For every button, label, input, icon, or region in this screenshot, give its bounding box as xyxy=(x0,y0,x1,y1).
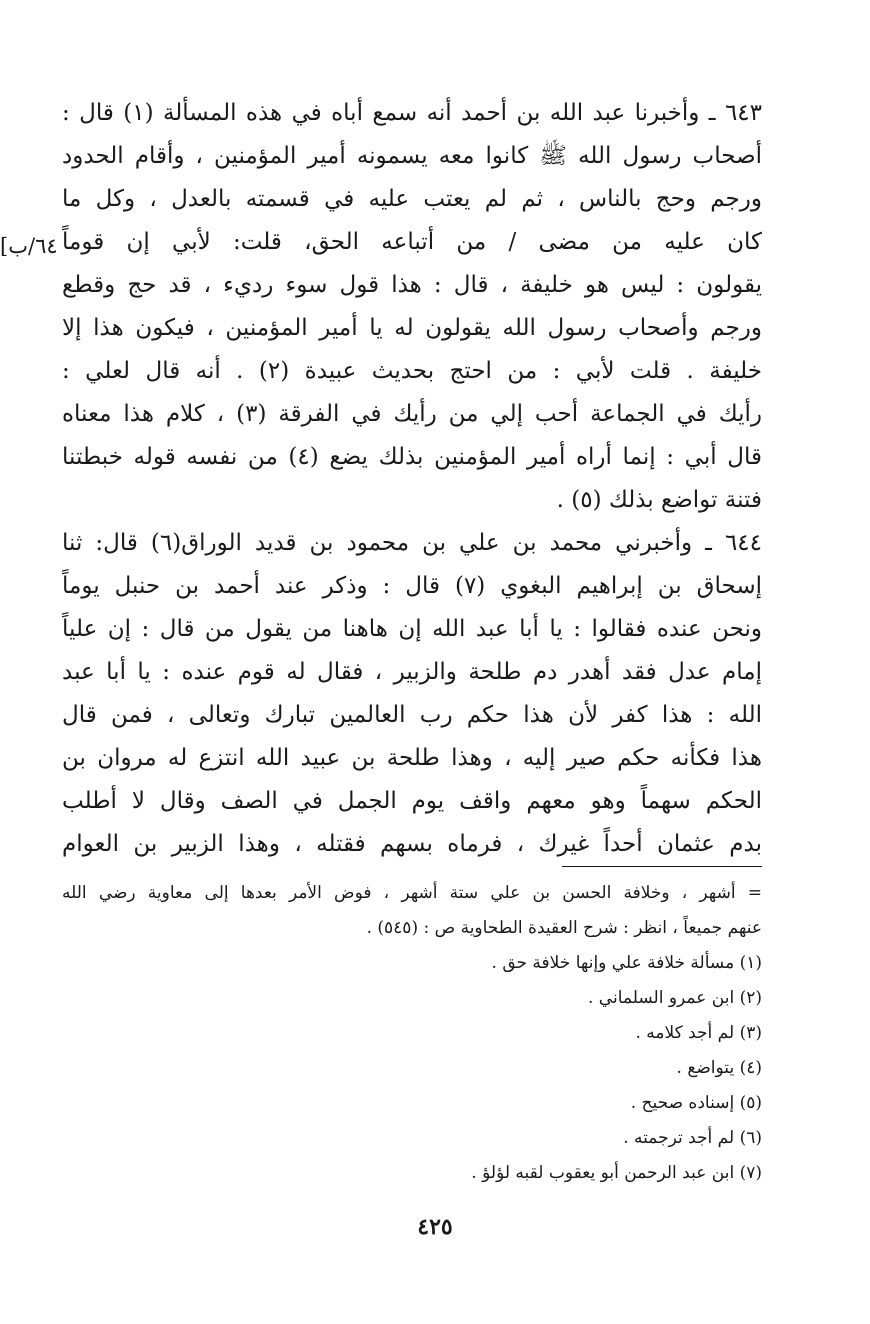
footnote-line: عنهم جميعاً ، انظر : شرح العقيدة الطحاوية ص : (٥٤٥) . xyxy=(366,918,762,938)
footnote-line: (٣) لم أجد كلامه . xyxy=(635,1023,762,1043)
text-line: يقولون : ليس هو خليفة ، قال : هذا قول سوء رديء ، قد حج وقطع xyxy=(62,272,762,298)
text-line: كان عليه من مضى / من أتباعه الحق، قلت: لأبي إن قوماً xyxy=(62,229,762,255)
text-line: ٦٤٤ ـ وأخبرني محمد بن علي بن محمود بن قديد الوراق(٦) قال: ثنا xyxy=(62,530,762,556)
main-text xyxy=(62,92,762,866)
text-line: قال أبي : إنما أراه أمير المؤمنين بذلك يضع (٤) من نفسه قوله خبطتنا xyxy=(62,444,762,470)
footnote-line: (٢) ابن عمرو السلماني . xyxy=(588,988,762,1008)
text-line: فتنة تواضع بذلك (٥) . xyxy=(556,487,762,513)
text-line: ونحن عنده فقالوا : يا أبا عبد الله إن هاهنا من يقول من قال : إن علياً xyxy=(62,616,762,642)
text-line: الحكم سهماً وهو معهم واقف يوم الجمل في الصف وقال لا أطلب xyxy=(62,788,762,814)
footnote-separator xyxy=(562,866,762,867)
footnote-line: (٤) يتواضع . xyxy=(676,1058,762,1078)
footnote-line: (٥) إسناده صحيح . xyxy=(630,1093,762,1113)
text-line: أصحاب رسول الله ﷺ كانوا معه يسمونه أمير المؤمنين ، وأقام الحدود xyxy=(62,143,762,169)
text-line: خليفة . قلت لأبي : من احتج بحديث عبيدة (٢) . أنه قال لعلي : xyxy=(62,358,762,384)
text-line: إسحاق بن إبراهيم البغوي (٧) قال : وذكر عند أحمد بن حنبل يوماً xyxy=(62,573,762,599)
footnote-line: (١) مسألة خلافة علي وإنها خلافة حق . xyxy=(491,953,762,973)
text-line: الله : هذا كفر لأن هذا حكم رب العالمين تبارك وتعالى ، فمن قال xyxy=(62,702,762,728)
text-line: ورجم وأصحاب رسول الله يقولون له يا أمير المؤمنين ، فيكون هذا إلا xyxy=(62,315,762,341)
text-line: هذا فكأنه حكم صير إليه ، وهذا طلحة بن عبيد الله انتزع له مروان بن xyxy=(62,745,762,771)
text-line: بدم عثمان أحداً غيرك ، فرماه بسهم فقتله ، وهذا الزبير بن العوام xyxy=(62,831,762,857)
text-line: إمام عدل فقد أهدر دم طلحة والزبير ، فقال له قوم عنده : يا أبا عبد xyxy=(62,659,762,685)
text-line: ورجم وحج بالناس ، ثم لم يعتب عليه في قسمته بالعدل ، وكل ما xyxy=(62,186,762,212)
footnote-line: = أشهر ، وخلافة الحسن بن علي ستة أشهر ، فوض الأمر بعدها إلى معاوية رضي الله xyxy=(62,883,762,903)
footnotes xyxy=(62,876,762,1191)
manuscript-folio-marker: [٦٤/ب xyxy=(0,234,58,258)
footnote-line: (٦) لم أجد ترجمته . xyxy=(623,1128,762,1148)
page-number: ٤٢٥ xyxy=(417,1214,453,1240)
text-line: ٦٤٣ ـ وأخبرنا عبد الله بن أحمد أنه سمع أباه في هذه المسألة (١) قال : xyxy=(62,100,762,126)
text-line: رأيك في الجماعة أحب إلي من رأيك في الفرقة (٣) ، كلام هذا معناه xyxy=(62,401,762,427)
footnote-line: (٧) ابن عبد الرحمن أبو يعقوب لقبه لؤلؤ . xyxy=(471,1163,762,1183)
